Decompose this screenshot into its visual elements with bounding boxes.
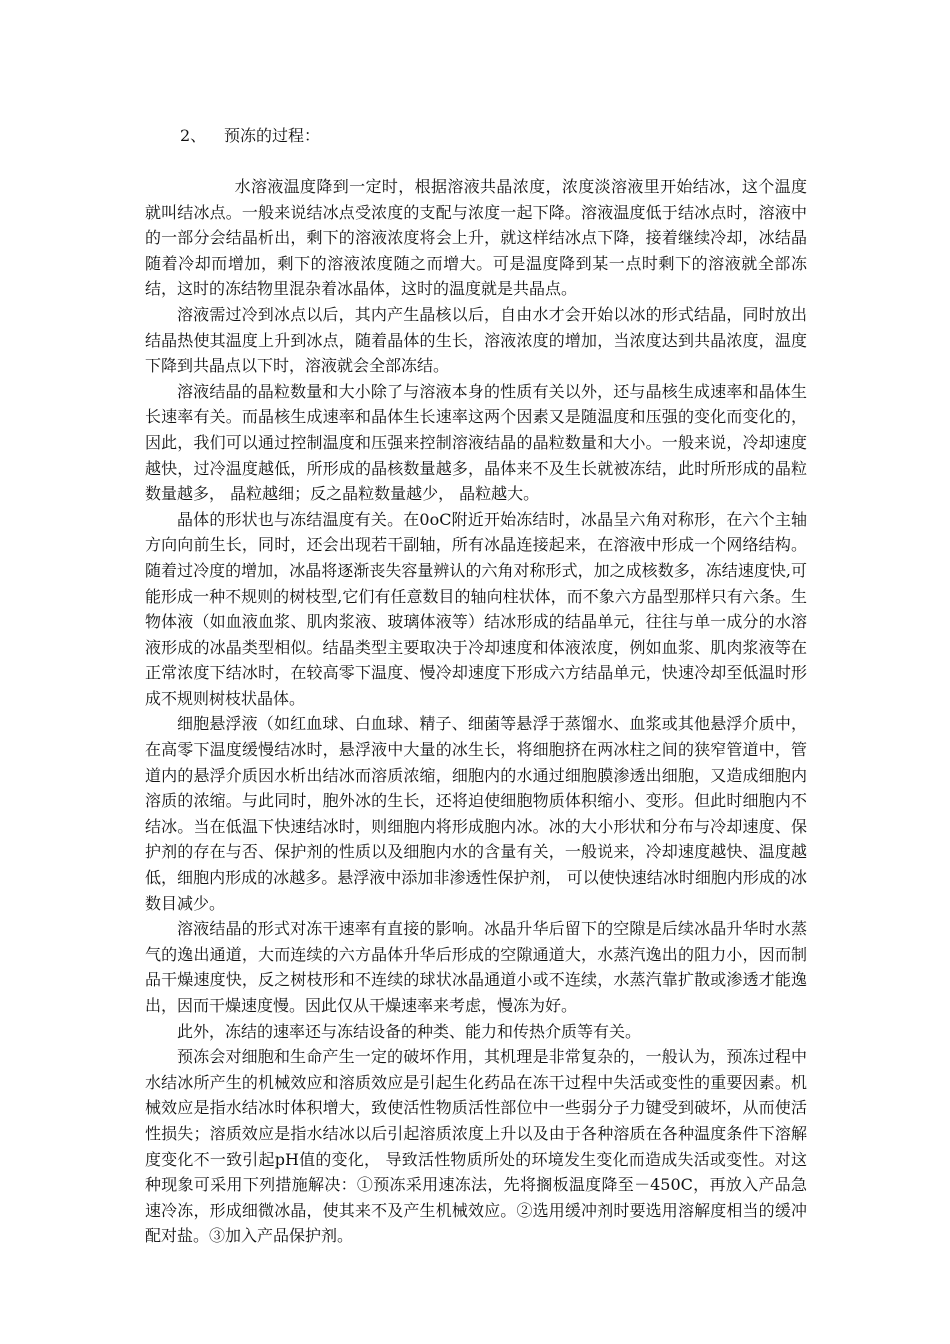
paragraph-damage-mechanism: 预冻会对细胞和生命产生一定的破坏作用，其机理是非常复杂的，一般认为，预冻过程中水结冰所产生的机械效应和溶质效应是引起生化药品在冻干过程中失活或变性的重要因素。机械效应是指水结冰时体积增大，致使活性物质活性部位中一些弱分子力键受到破坏，从而使活性损失；溶质效应是指水结冰以后引起溶质浓度上升以及由于各种溶质在各种温度条件下溶解度变化不一致引起pH值的变化， 导致活性物质所处的环境发生变化而造成失活或变性。对这种现象可采用下列措施解决：①预冻采用速冻法，先将搁板温度降至－450C，再放入产品急速冷冻，形成细微冰晶，使其来不及产生机械效应。②选用缓冲剂时要选用溶解度相当的缓冲配对盐。③加入产品保护剂。: [145, 1047, 807, 1246]
paragraph-crystal-shape: 晶体的形状也与冻结温度有关。在0oC附近开始冻结时，冰晶呈六角对称形，在六个主轴方向向前生长，同时，还会出现若干副轴，所有冰晶连接起来，在溶液中形成一个网络结构。随着过冷度的增加，冰晶将逐渐丧失容量辨认的六角对称形式，加之成核数多，冻结速度快,可能形成一种不规则的树枝型,它们有任意数目的轴向柱状体，而不象六方晶型那样只有六条。生物体液（如血液血浆、肌肉浆液、玻璃体液等）结冰形成的结晶单元，往往与单一成分的水溶液形成的冰晶类型相似。结晶类型主要取决于冷却速度和体液浓度，例如血浆、肌肉浆液等在正常浓度下结冰时，在较高零下温度、慢冷却速度下形成六方结晶单元，快速冷却至低温时形成不规则树枝状晶体。: [145, 509, 807, 708]
section-title: 预冻的过程：: [224, 126, 321, 145]
section-heading: [180, 124, 320, 148]
paragraph-drying-rate: 溶液结晶的形式对冻干速率有直接的影响。冰晶升华后留下的空隙是后续冰晶升华时水蒸气的逸出通道，大而连续的六方晶体升华后形成的空隙通道大，水蒸汽逸出的阻力小，因而制品干燥速度快，反之树枝形和不连续的球状冰晶通道小或不连续，水蒸汽靠扩散或渗透才能逸出，因而干燥速度慢。因此仅从干燥速率来考虑，慢冻为好。: [145, 919, 807, 1015]
paragraph-freezing-point: 水溶液温度降到一定时，根据溶液共晶浓度，浓度淡溶液里开始结冰，这个温度就叫结冰点。一般来说结冰点受浓度的支配与浓度一起下降。溶液温度低于结冰点时，溶液中的一部分会结晶析出，剩下的溶液浓度将会上升，就这样结冰点下降，接着继续冷却，冰结晶随着冷却而增加，剩下的溶液浓度随之而增大。可是温度降到某一点时剩下的溶液就全部冻结，这时的冻结物里混杂着冰晶体，这时的温度就是共晶点。: [145, 177, 807, 299]
paragraph-crystal-size: 溶液结晶的晶粒数量和大小除了与溶液本身的性质有关以外，还与晶核生成速率和晶体生长速率有关。而晶核生成速率和晶体生长速率这两个因素又是随温度和压强的变化而变化的，因此，我们可以通过控制温度和压强来控制溶液结晶的晶粒数量和大小。一般来说，冷却速度越快，过冷温度越低，所形成的晶核数量越多，晶体来不及生长就被冻结，此时所形成的晶粒数量越多， 晶粒越细；反之晶粒数量越少， 晶粒越大。: [145, 381, 807, 504]
paragraph-supercooling: 溶液需过冷到冰点以后，其内产生晶核以后，自由水才会开始以冰的形式结晶，同时放出结晶热使其温度上升到冰点，随着晶体的生长，溶液浓度的增加，当浓度达到共晶浓度，温度下降到共晶点以下时，溶液就会全部冻结。: [145, 304, 807, 376]
document-body: [145, 174, 807, 1249]
section-number: 2、: [180, 126, 207, 145]
paragraph-cell-suspension: 细胞悬浮液（如红血球、白血球、精子、细菌等悬浮于蒸馏水、血浆或其他悬浮介质中，在高零下温度缓慢结冰时，悬浮液中大量的冰生长，将细胞挤在两冰柱之间的狭窄管道中，管道内的悬浮介质因水析出结冰而溶质浓缩，细胞内的水通过细胞膜渗透出细胞，又造成细胞内溶质的浓缩。与此同时，胞外冰的生长，还将迫使细胞物质体积缩小、变形。但此时细胞内不结冰。当在低温下快速结冰时，则细胞内将形成胞内冰。冰的大小形状和分布与冷却速度、保护剂的存在与否、保护剂的性质以及细胞内水的含量有关，一般说来，冷却速度越快、温度越低，细胞内形成的冰越多。悬浮液中添加非渗透性保护剂， 可以使快速结冰时细胞内形成的冰数目减少。: [145, 714, 807, 913]
paragraph-equipment: 此外，冻结的速率还与冻结设备的种类、能力和传热介质等有关。: [177, 1021, 642, 1041]
